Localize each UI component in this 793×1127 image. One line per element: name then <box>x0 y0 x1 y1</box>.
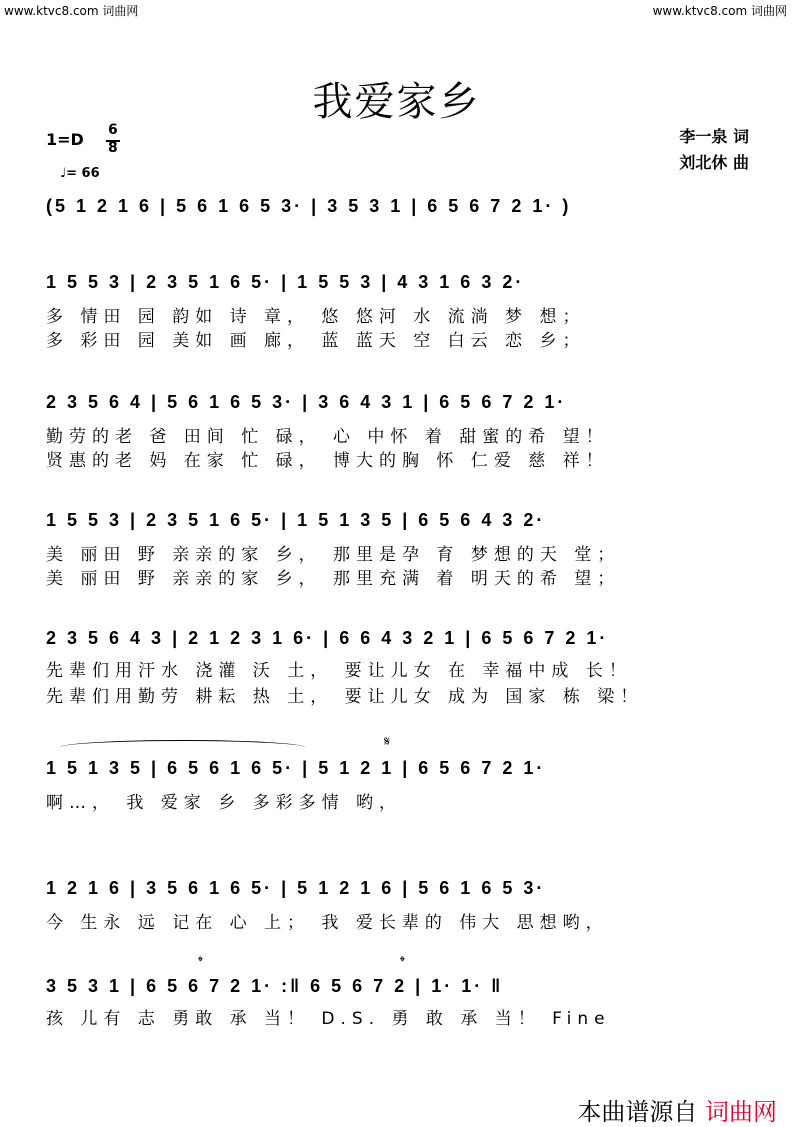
lyric-row-6: 今 生永 远 记在 心 上； 我 爱长辈的 伟大 思想哟， <box>46 913 609 933</box>
slur-long <box>60 740 305 755</box>
coda-sign-1: 𝄌 <box>198 954 203 970</box>
notation-row-intro: (5 1 2 1 6 | 5 6 1 6 5 3· | 3 5 3 1 | 6 5 6 7 2 1· ) <box>46 196 572 216</box>
lyric-row-1-verse-1: 多 情田 园 韵如 诗 章， 悠 悠河 水 流淌 梦 想； <box>46 307 586 327</box>
lyricist-credit: 李一泉 词 <box>679 127 749 146</box>
watermark-left[interactable]: www.ktvc8.com 词曲网 <box>4 4 139 18</box>
source-prefix: 本曲谱源自 <box>577 1098 698 1126</box>
lyric-row-5: 啊…， 我 爱家 乡 多彩多情 哟， <box>46 793 403 813</box>
tempo-marking: ♩= 66 <box>60 166 100 181</box>
notation-row-1: 1 5 5 3 | 2 3 5 1 6 5· | 1 5 5 3 | 4 3 1 6 3 2· <box>46 272 525 292</box>
lyric-row-3-verse-1: 美 丽田 野 亲亲的家 乡， 那里是孕 育 梦想的天 堂； <box>46 545 621 565</box>
notation-row-3: 1 5 5 3 | 2 3 5 1 6 5· | 1 5 1 3 5 | 6 5 6 4 3 2· <box>46 510 546 530</box>
lyric-row-4-verse-2: 先辈们用勤劳 耕耘 热 土， 要让儿女 成为 国家 栋 梁！ <box>46 687 644 707</box>
notation-row-2: 2 3 5 6 4 | 5 6 1 6 5 3· | 3 6 4 3 1 | 6 5 6 7 2 1· <box>46 392 567 412</box>
notation-row-5: 1 5 1 3 5 | 6 5 6 1 6 5· | 5 1 2 1 | 6 5 6 7 2 1· <box>46 758 546 778</box>
lyric-row-3-verse-2: 美 丽田 野 亲亲的家 乡， 那里充满 着 明天的希 望； <box>46 569 621 589</box>
source-site-link[interactable]: 词曲网 <box>705 1098 777 1126</box>
lyric-row-2-verse-1: 勤劳的老 爸 田间 忙 碌， 心 中怀 着 甜蜜的希 望！ <box>46 427 609 447</box>
watermark-right[interactable]: www.ktvc8.com 词曲网 <box>652 4 787 18</box>
time-signature-bottom: 8 <box>108 140 118 156</box>
lyric-row-4-verse-1: 先辈们用汗水 浇灌 沃 土， 要让儿女 在 幸福中成 长！ <box>46 661 632 681</box>
song-title: 我爱家乡 <box>312 79 481 125</box>
lyric-row-1-verse-2: 多 彩田 园 美如 画 廊， 蓝 蓝天 空 白云 恋 乡； <box>46 331 586 351</box>
lyric-row-7: 孩 儿有 志 勇敢 承 当！ D.S. 勇 敢 承 当！ Fine <box>46 1009 611 1029</box>
notation-row-7: 3 5 3 1 | 6 5 6 7 2 1· :‖ 6 5 6 7 2 | 1· 1· ‖ <box>46 976 504 996</box>
time-signature-top: 6 <box>108 122 118 138</box>
composer-credit: 刘北休 曲 <box>679 153 749 172</box>
lyric-row-2-verse-2: 贤惠的老 妈 在家 忙 碌， 博大的胸 怀 仁爱 慈 祥！ <box>46 451 609 471</box>
key-signature: 1=D <box>46 130 84 149</box>
notation-row-6: 1 2 1 6 | 3 5 6 1 6 5· | 5 1 2 1 6 | 5 6 1 6 5 3· <box>46 878 546 898</box>
coda-sign-2: 𝄌 <box>400 954 405 970</box>
notation-row-4: 2 3 5 6 4 3 | 2 1 2 3 1 6· | 6 6 4 3 2 1 | 6 5 6 7 2 1· <box>46 628 609 648</box>
segno-sign: 𝄋 <box>384 734 391 750</box>
